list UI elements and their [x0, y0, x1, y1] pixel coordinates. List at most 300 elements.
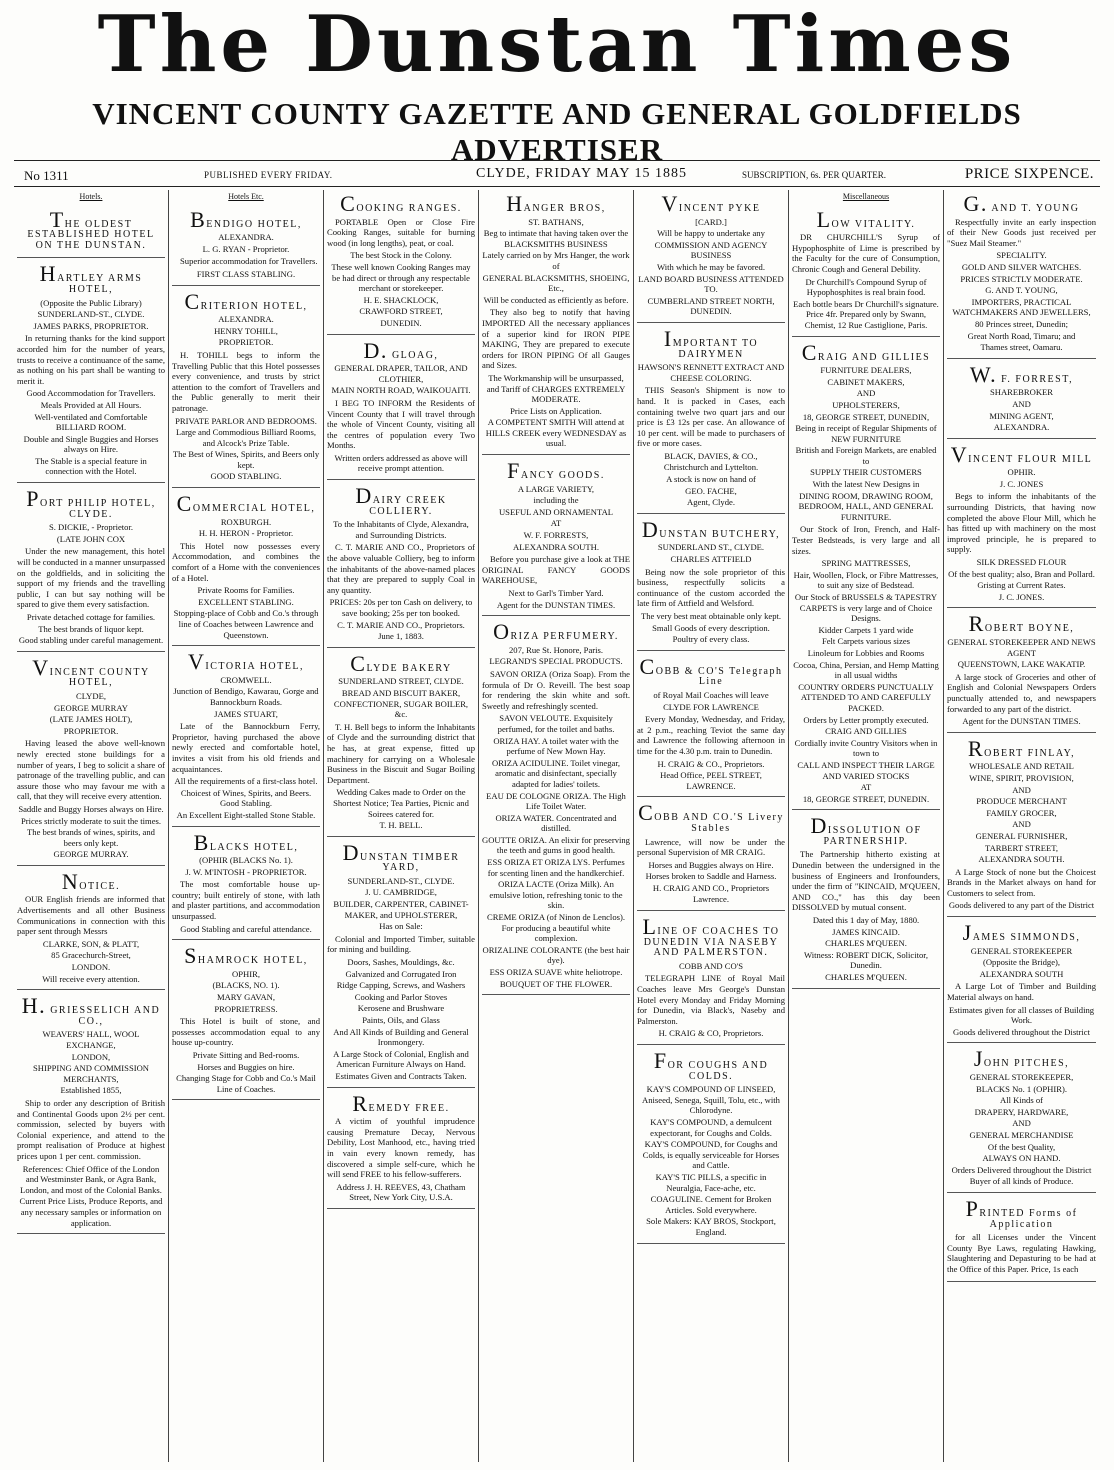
- ad-line: Private Rooms for Families.: [197, 585, 295, 596]
- ad-line: Wedding Cakes made to Order on the Shortest Notice; Tea Parties, Picnic and Soirees catered for.: [333, 787, 469, 819]
- ad-body: Lawrence, will now be under the personal Supervision of MR CRAIG.: [637, 836, 785, 858]
- ad-line: MINING AGENT,: [989, 410, 1054, 421]
- ad-line: SUPPLY THEIR CUSTOMERS: [810, 467, 922, 478]
- ad-line: CLARKE, SON, & PLATT,: [42, 938, 140, 949]
- ad-line: 207, Rue St. Honore, Paris.: [508, 644, 604, 655]
- ad-line: FURNITURE DEALERS,: [820, 365, 912, 376]
- advertisement: [17, 485, 165, 652]
- ad-line: GENERAL STOREKEEPER,: [969, 1072, 1074, 1082]
- ad-line: GENERAL FURNISHER,: [975, 830, 1068, 841]
- ad-line: The Best of Wines, Spirits, and Beers only kept.: [172, 449, 320, 470]
- ad-line: J. C. JONES.: [998, 591, 1045, 602]
- newspaper-subtitle: VINCENT COUNTY GAZETTE AND GENERAL GOLDFIELDS ADVERTISER: [92, 96, 1022, 167]
- advertisement: [327, 1090, 475, 1209]
- ad-title: PRINTED Forms of Application: [965, 1195, 1078, 1230]
- ad-line: Will be happy to undertake any: [657, 228, 765, 239]
- ad-title: H. GRIESSELICH AND CO.,: [21, 993, 161, 1027]
- ad-line: PRICES: 20s per ton Cash on delivery, to save booking; 25s per ton booked.: [329, 597, 473, 618]
- ad-line: LEGRAND'S SPECIAL PRODUCTS.: [489, 656, 623, 667]
- ad-line: ST. BATHANS,: [528, 216, 584, 227]
- ad-line: ESS ORIZA ET ORIZA LYS. Perfumes for scenting linen and the handkerchief.: [487, 857, 625, 878]
- ad-line: With the latest New Designs in: [812, 479, 920, 490]
- ad-body: Having leased the above well-known newly erected stone buildings for a number of years, I beg to solicit a share of patronage of the travelling public, and can assure those who may favour me with a call, that they will receive every attention.: [17, 738, 165, 802]
- advertisement: [482, 618, 630, 995]
- ad-line: AND: [1012, 784, 1031, 795]
- ad-title: W. F. FORREST,: [969, 361, 1074, 387]
- ad-line: To the Inhabitants of Clyde, Alexandra, and Surrounding Districts.: [333, 519, 469, 540]
- advertisement: [792, 206, 940, 337]
- ad-body: SAVON ORIZA (Oriza Soap). From the formula of Dr O. Reveill. The best soap for rendering the skin white and soft. Sweetly and refreshingly scented.: [482, 668, 630, 711]
- column-7: [944, 190, 1099, 1462]
- issue-price: PRICE SIXPENCE.: [964, 166, 1094, 182]
- column-heading: Miscellaneous: [842, 192, 890, 201]
- ad-line: Address J. H. REEVES, 43, Chatham Street, New York City, U.S.A.: [336, 1181, 466, 1203]
- ad-line: Lawrence.: [692, 894, 730, 905]
- ad-line: QUEENSTOWN, LAKE WAKATIP.: [957, 659, 1086, 670]
- ad-title: HANGER BROS,: [506, 191, 606, 216]
- ad-line: L. G. RYAN - Proprietor.: [202, 243, 290, 254]
- ad-line: 18, GEORGE STREET, DUNEDIN.: [802, 793, 930, 804]
- ad-body: TELEGRAPH LINE of Royal Mail Coaches leave Mrs George's Dunstan Hotel every Monday and Friday Morning for Dunedin, via Black's, Naseby and Palmerston.: [637, 973, 785, 1026]
- ad-line: (LATE JAMES HOLT),: [49, 714, 133, 725]
- advertisement: [947, 1045, 1096, 1193]
- ad-line: The Workmanship will be unsurpassed, and Tariff of CHARGES EXTREMELY MODERATE.: [486, 372, 626, 405]
- ad-line: A COMPETENT SMITH Will attend at HILLS CREEK every WEDNESDAY as usual.: [485, 417, 627, 449]
- ad-title: DUNSTAN BUTCHERY,: [641, 516, 781, 542]
- ad-line: KAY'S COMPOUND, for Coughs and Colds, is equally serviceable for Horses and Cattle.: [642, 1139, 780, 1171]
- ad-line: SHIPPING AND COMMISSION MERCHANTS,: [32, 1063, 150, 1084]
- advertisement: [172, 829, 320, 941]
- ad-line: Dr Churchill's Compound Syrup of Hypophosphites is real brain food.: [805, 276, 927, 298]
- ad-body: T. H. Bell begs to inform the Inhabitants of Clyde and the surrounding district that he has, at great expense, fitted up machinery for carrying on a Wholesale Business in the Biscuit and Sugar Boiling Department.: [327, 721, 475, 785]
- ad-body: Late of the Bannockburn Ferry, Proprietor, having purchased the above newly erected and comfortable hotel, invites a visit from his old friends and acquaintances.: [172, 721, 320, 774]
- ad-title: CRAIG AND GILLIES: [801, 339, 931, 365]
- ad-line: HAWSON'S RENNETT EXTRACT AND CHEESE COLORING.: [637, 362, 785, 383]
- ad-line: AND: [856, 388, 876, 399]
- ad-line: These well known Cooking Ranges may be had direct or through any respectable merchant or storekeeper.: [331, 261, 471, 294]
- advertisement: [17, 868, 165, 990]
- ad-line: GOOD STABLING.: [210, 471, 282, 482]
- ad-line: Price Lists on Application.: [510, 405, 602, 416]
- advertisement: [327, 482, 475, 648]
- top-rule: [14, 160, 1100, 161]
- ad-line: Horses and Buggies always on Hire.: [648, 859, 774, 870]
- ad-line: DUNEDIN.: [380, 317, 422, 328]
- ad-line: Head Office, PEEL STREET, LAWRENCE.: [660, 770, 762, 791]
- ad-line: PRODUCE MERCHANT: [976, 796, 1067, 807]
- ad-line: Goods delivered to any part of the District: [948, 900, 1095, 911]
- ad-body: C. T. MARIE AND CO., Proprietors of the above valuable Colliery, beg to inform the inhabitants of the above-named places that they are prepared to supply Coal in any quantity.: [327, 542, 475, 595]
- ad-line: H. CRAIG & CO, Proprietors.: [658, 1028, 764, 1039]
- ad-line: Well-ventilated and Comfortable BILLIARD ROOM.: [34, 411, 148, 433]
- ad-line: 18, GEORGE STREET, DUNEDIN,: [802, 411, 930, 422]
- advertisement: [327, 839, 475, 1088]
- ad-title: COOKING RANGES.: [340, 191, 462, 216]
- ad-line: Junction of Bendigo, Kawarau, Gorge and Bannockburn Roads.: [173, 686, 319, 707]
- ad-line: Current Price Lists, Produce Reports, and any necessary samples or information on application.: [19, 1196, 163, 1228]
- ad-line: Sole Makers: KAY BROS, Stockport, England.: [646, 1216, 776, 1237]
- ad-title: COMMERCIAL HOTEL,: [176, 491, 316, 517]
- advertisement: [947, 361, 1096, 439]
- advertisement: [637, 325, 785, 514]
- ad-line: A LARGE VARIETY,: [517, 483, 595, 494]
- ad-line: Cordially invite Country Visitors when in town to: [794, 737, 938, 759]
- ad-line: Private Sitting and Bed-rooms.: [192, 1050, 300, 1060]
- ad-line: SPECIALITY.: [996, 250, 1047, 261]
- advertisement: [482, 190, 630, 455]
- ad-line: Cocoa, China, Persian, and Hemp Matting in all usual widths: [793, 659, 939, 681]
- ad-body: Begs to inform the inhabitants of the surrounding Districts, that having now completed the above Flour Mill, which he has fitted up with machinery on the most improved principle, he is prepared to supply.: [947, 491, 1096, 555]
- ad-line: Christchurch and Lyttelton.: [663, 462, 759, 473]
- ad-line: USEFUL AND ORNAMENTAL: [498, 506, 614, 517]
- advertisement: [17, 654, 165, 866]
- ad-line: CALL AND INSPECT THEIR LARGE AND VARIED STOCKS: [797, 759, 935, 781]
- ad-line: MARY GAVAN,: [216, 992, 276, 1003]
- ad-line: CHARLES ATTFIELD: [670, 554, 752, 565]
- ad-line: Agent, Clyde.: [687, 497, 735, 508]
- ad-line: Kidder Carpets 1 yard wide: [818, 624, 914, 635]
- advertisement: [17, 260, 165, 483]
- column-4: [479, 190, 634, 1462]
- ad-line: AND: [1012, 819, 1031, 830]
- ad-line: TARBERT STREET,: [985, 842, 1058, 853]
- ad-line: J. C. JONES: [999, 478, 1044, 489]
- ad-title: G. AND T. YOUNG: [963, 191, 1080, 216]
- advertisement: [637, 799, 785, 911]
- ad-line: Horses broken to Saddle and Harness.: [645, 871, 777, 882]
- ad-line: Agent for the DUNSTAN TIMES.: [962, 716, 1081, 727]
- ad-line: Cooking and Parlor Stoves: [354, 991, 448, 1002]
- ad-line: Written orders addressed as above will receive prompt attention.: [334, 452, 468, 474]
- ad-line: CHARLES M'QUEEN.: [825, 938, 907, 949]
- ad-line: EAU DE COLOGNE ORIZA. The High Life Toilet Water.: [486, 790, 626, 812]
- ad-line: Meals Provided at All Hours.: [40, 399, 142, 410]
- ad-line: Choicest of Wines, Spirits, and Beers. Good Stabling.: [180, 787, 312, 809]
- ad-line: Prices strictly moderate to suit the times.: [20, 815, 162, 826]
- ad-line: JAMES STUART,: [214, 708, 278, 719]
- ad-line: DINING ROOM, DRAWING ROOM, BEDROOM, HALL, AND GENERAL FURNITURE.: [798, 490, 934, 522]
- ad-line: CREME ORIZA (of Ninon de Lenclos). For producing a beautiful white complexion.: [487, 912, 625, 944]
- ad-line: References: Chief Office of the London and Westminster Bank, or Agra Bank, London, and most of the Colonial Banks.: [20, 1163, 162, 1195]
- ad-line: SHAREBROKER: [989, 387, 1054, 398]
- ad-line: CABINET MAKERS,: [827, 376, 905, 387]
- ad-line: Dated this 1 day of May, 1880.: [812, 915, 920, 926]
- ad-line: Will be conducted as efficiently as before.: [483, 294, 629, 305]
- ad-line: BOUQUET OF THE FLOWER.: [499, 978, 613, 989]
- ad-line: CUMBERLAND STREET NORTH, DUNEDIN.: [647, 295, 775, 317]
- ad-line: MAIN NORTH ROAD, WAIKOUAITI.: [331, 385, 471, 396]
- advertisement: [637, 913, 785, 1045]
- advertisement: [637, 190, 785, 323]
- ad-line: CLYDE FOR LAWRENCE: [663, 701, 759, 712]
- ad-line: Felt Carpets various sizes: [821, 636, 911, 647]
- ad-line: J. W. M'INTOSH - PROPRIETOR.: [185, 866, 307, 877]
- ad-line: ORIZA WATER. Concentrated and distilled.: [495, 812, 617, 834]
- ad-line: KAY'S COMPOUND, a demulcent expectorant, for Coughs and Colds.: [650, 1116, 772, 1138]
- ad-line: PROPRIETRESS.: [214, 1003, 278, 1014]
- ad-title: REMEDY FREE.: [352, 1090, 450, 1116]
- ad-line: Private detached cottage for families.: [26, 612, 156, 622]
- ad-title: ROBERT FINLAY,: [967, 735, 1076, 761]
- ad-body: This Hotel is built of stone, and possesses accommodation equal to any house up-country.: [172, 1016, 320, 1048]
- ad-line: Beg to intimate that having taken over the BLACKSMITHS BUSINESS: [483, 228, 629, 249]
- ad-line: GEORGE MURRAY: [54, 702, 128, 713]
- ad-body: OUR English friends are informed that Advertisements and all other Business Communications in connection with this paper sent through Messrs: [17, 894, 165, 937]
- ad-line: British and Foreign Markets, are enabled to: [795, 445, 937, 466]
- ad-line: ALWAYS ON HAND.: [982, 1153, 1061, 1164]
- ad-line: Each bottle bears Dr Churchill's signature. Price 4fr. Prepared only by Swann, Chemist, 12 Rue Castiglione, Paris.: [793, 298, 939, 330]
- ad-line: LAND BOARD BUSINESS ATTENDED TO.: [638, 273, 784, 295]
- advertisement: [792, 812, 940, 988]
- ad-title: DAIRY CREEK COLLIERY.: [355, 483, 447, 517]
- ad-body: Being now the sole proprietor of this business, respectfully solicits a continuance of the custom accorded the late firm of Attfield and Welsford.: [637, 566, 785, 609]
- ad-title: ORIZA PERFUMERY.: [493, 619, 619, 645]
- advertisement: [327, 650, 475, 837]
- ad-title: VINCENT COUNTY HOTEL,: [32, 654, 150, 689]
- ad-line: SUNDERLAND-ST., CLYDE.: [37, 309, 145, 320]
- ad-line: C. T. MARIE AND CO., Proprietors.: [337, 619, 465, 630]
- ad-line: JAMES KINCAID.: [832, 926, 900, 937]
- ad-line: Kerosene and Brushware: [357, 1003, 445, 1014]
- ad-title: VINCENT PYKE: [661, 191, 761, 216]
- ad-title: DISSOLUTION OF PARTNERSHIP.: [810, 813, 922, 847]
- ad-line: AND: [1012, 398, 1031, 409]
- ad-line: A stock is now on hand of: [666, 474, 756, 485]
- ad-line: SPRING MATTRESSES,: [821, 558, 911, 569]
- ad-body: Before you purchase give a look at THE ORIGINAL FANCY GOODS WAREHOUSE,: [482, 554, 630, 586]
- ad-line: SUNDERLAND-ST., CLYDE.: [347, 875, 455, 886]
- ad-body: In returning thanks for the kind support accorded him for the number of years, trusts to receive a continuance of the same, as nothing on his part shall be wanting to merit it.: [17, 333, 165, 386]
- ad-line: ORIZA HAY. A toilet water with the perfume of New Mown Hay.: [493, 735, 619, 757]
- ad-line: Estimates given for all classes of Building Work.: [948, 1004, 1095, 1026]
- ad-title: THE OLDEST ESTABLISHED HOTEL ON THE DUNSTAN.: [27, 206, 155, 251]
- ad-line: 85 Gracechurch-Street,: [51, 950, 131, 961]
- ad-line: Our Stock of BRUSSELS & TAPESTRY CARPETS is very large and of Choice Designs.: [794, 592, 938, 624]
- ad-line: Thames street, Oamaru.: [980, 342, 1063, 353]
- ad-body: Superior accommodation for Travellers.: [180, 256, 318, 267]
- ad-line: ORIZA LACTE (Oriza Milk). An emulsive lotion, refreshing tonic to the skin.: [489, 879, 623, 911]
- ad-line: June 1, 1883.: [378, 631, 424, 642]
- ad-line: Gristing at Current Rates.: [977, 580, 1066, 591]
- ad-line: (OPHIR (BLACKS No. 1).: [199, 855, 293, 866]
- ad-line: 80 Princes street, Dunedin;: [974, 318, 1069, 329]
- ad-body: A victim of youthful imprudence causing Premature Decay, Nervous Debility, Lost Manhood, etc., having tried in vain every known remedy, has discovered a simple self-cure, which he will send FREE to his fellow-sufferers.: [327, 1116, 475, 1180]
- ad-line: COAGULINE. Cement for Broken Articles. Sold everywhere.: [650, 1194, 772, 1215]
- ad-title: NOTICE.: [61, 868, 121, 894]
- ad-line: CHARLES M'QUEEN.: [825, 972, 907, 982]
- ad-title: SHAMROCK HOTEL,: [184, 943, 308, 969]
- ad-line: AT: [550, 518, 562, 529]
- ad-body: H. TOHILL begs to inform the Travelling Public that this Hotel possesses every convenience, and trusts by strict attention to the comfort of Travellers and the Public generally to merit their patronage.: [172, 349, 320, 413]
- ad-line: PRICES STRICTLY MODERATE.: [960, 273, 1083, 284]
- ad-line: Saddle and Buggy Horses always on Hire.: [18, 803, 164, 814]
- ad-line: COUNTRY ORDERS PUNCTUALLY ATTENDED TO AND CAREFULLY PACKED.: [798, 681, 934, 713]
- ad-line: GENERAL STOREKEEPER AND NEWS AGENT: [947, 637, 1096, 658]
- ad-line: ALEXANDRA SOUTH.: [513, 541, 599, 552]
- ad-line: BUILDER, CARPENTER, CABINET-MAKER, and UPHOLSTERER,: [333, 899, 469, 920]
- ad-body: PORTABLE Open or Close Fire Cooking Ranges, suitable for burning wood (in long lengths), peat, or coal.: [327, 216, 475, 248]
- advertisement: [172, 490, 320, 646]
- ad-line: BLACK, DAVIES, & CO.,: [664, 450, 758, 461]
- ad-line: H. E. SHACKLOCK,: [363, 294, 439, 305]
- column-2: [169, 190, 324, 1462]
- ad-line: LONDON.: [71, 962, 111, 973]
- ad-title: CLYDE BAKERY: [350, 650, 452, 676]
- ad-line: SUNDERLAND ST., CLYDE.: [657, 542, 765, 553]
- ad-line: Ridge Capping, Screws, and Washers: [336, 980, 466, 991]
- advertisement: [792, 339, 940, 811]
- ad-line: All Kinds of: [1000, 1095, 1043, 1106]
- ad-line: The best Stock in the Colony.: [350, 250, 452, 261]
- ad-line: (Opposite the Bridge),: [982, 957, 1061, 968]
- ad-line: UPHOLSTERERS,: [832, 399, 900, 410]
- ad-line: AT: [860, 782, 872, 793]
- ad-line: COBB AND CO'S: [678, 960, 744, 971]
- ad-line: GENERAL STOREKEEPER: [970, 945, 1073, 956]
- ad-line: Has on Sale:: [379, 921, 423, 932]
- ad-line: ALEXANDRA.: [993, 422, 1050, 433]
- ad-title: COBB & CO'S Telegraph Line: [639, 653, 783, 688]
- ad-line: (LATE JOHN COX: [56, 533, 126, 544]
- ad-line: A Large Stock of Colonial, English and American Furniture Always on Hand.: [333, 1048, 469, 1070]
- ad-title: COBB AND CO.'S Livery Stables: [638, 800, 784, 834]
- ad-line: FAMILY GROCER,: [986, 807, 1057, 818]
- ad-line: JAMES PARKS, PROPRIETOR.: [33, 320, 149, 331]
- ad-line: PROPRIETOR.: [63, 725, 119, 736]
- ad-line: HENRY TOHILL,: [214, 325, 278, 336]
- ad-line: All the requirements of a first-class hotel.: [174, 776, 318, 787]
- ad-line: CRAIG AND GILLIES: [825, 726, 907, 737]
- ad-title: DUNSTAN TIMBER YARD,: [342, 839, 460, 874]
- ad-line: EXCELLENT STABLING.: [198, 596, 294, 607]
- ad-line: Good Stabling and careful attendance.: [180, 923, 312, 934]
- ad-title: IMPORTANT TO DAIRYMEN: [663, 325, 759, 360]
- ad-line: Orders by Letter promptly executed.: [803, 714, 929, 725]
- column-heading: Hotels Etc.: [228, 192, 264, 201]
- ad-title: HARTLEY ARMS HOTEL,: [39, 261, 143, 295]
- ad-line: Witness: ROBERT DICK, Solicitor, Dunedin.: [804, 949, 928, 971]
- ad-line: Estimates Given and Contracts Taken.: [335, 1070, 467, 1081]
- subscription-rate: SUBSCRIPTION, 6s. PER QUARTER.: [742, 170, 886, 180]
- ad-line: W. F. FORRESTS,: [523, 530, 589, 541]
- ad-line: IMPORTERS, PRACTICAL WATCHMAKERS AND JEWELLERS,: [952, 296, 1091, 318]
- info-rule: [14, 186, 1100, 187]
- column-1: [14, 190, 169, 1462]
- ad-body: Colonial and Imported Timber, suitable for mining and building.: [327, 933, 475, 955]
- ad-line: The best brands of wines, spirits, and beers only kept.: [27, 827, 155, 848]
- ad-line: Established 1855,: [60, 1085, 122, 1096]
- issue-info-bar: [14, 166, 1100, 184]
- advertisement: [637, 516, 785, 651]
- advertisement: [172, 648, 320, 826]
- ad-line: Goods delivered throughout the District: [953, 1026, 1090, 1037]
- ad-line: GOUTTE ORIZA. An elixir for preserving the teeth and gums in good health.: [482, 834, 630, 856]
- advertisement: [947, 1195, 1096, 1282]
- ad-line: Lately carried on by Mrs Hanger, the work of: [482, 250, 630, 271]
- advertisement: [327, 190, 475, 335]
- ad-line: H. H. HERON - Proprietor.: [198, 528, 294, 539]
- ad-line: GENERAL DRAPER, TAILOR, AND CLOTHIER,: [334, 363, 468, 384]
- ad-line: (BLACKS, NO. 1).: [212, 980, 280, 991]
- column-heading: Hotels.: [79, 192, 103, 201]
- ad-line: ESS ORIZA SUAVE white heliotrope.: [489, 967, 623, 977]
- newspaper-title: The Dunstan Times: [97, 0, 1017, 90]
- columns: [14, 190, 1100, 1462]
- ad-title: BENDIGO HOTEL,: [190, 206, 302, 232]
- ad-title: LOW VITALITY.: [816, 206, 916, 232]
- advertisement: [17, 206, 165, 259]
- advertisement: [327, 337, 475, 481]
- ad-line: Being in receipt of Regular Shipments of NEW FURNITURE: [795, 423, 937, 444]
- ad-line: CRAWFORD STREET,: [359, 306, 443, 317]
- column-6: [789, 190, 944, 1462]
- ad-body: Respectfully invite an early inspection of their New Goods just received per "Suez Mail Steamer.": [947, 216, 1096, 248]
- advertisement: [947, 190, 1096, 359]
- ad-line: GENERAL BLACKSMITHS, SHOEING, Etc.,: [482, 272, 630, 294]
- advertisement: [482, 457, 630, 616]
- ad-line: GEO. FACHE,: [685, 485, 737, 496]
- masthead: [0, 0, 1114, 167]
- ad-line: H. CRAIG & CO., Proprietors.: [657, 758, 765, 769]
- ad-title: D. GLOAG,: [363, 337, 439, 363]
- ad-line: PROPRIETOR.: [218, 337, 274, 348]
- publication-frequency: PUBLISHED EVERY FRIDAY.: [204, 170, 333, 180]
- advertisement: [17, 992, 165, 1234]
- ad-line: SUNDERLAND STREET, CLYDE.: [338, 676, 464, 687]
- ad-body: A large stock of Groceries and other of English and Colonial Newspapers Orders punctually attended to, and newspapers forwarded to any part of the district.: [947, 671, 1096, 714]
- ad-line: S. DICKIE, - Proprietor.: [48, 522, 134, 533]
- ad-line: Linoleum for Lobbies and Rooms: [807, 647, 925, 658]
- ad-line: G. AND T. YOUNG,: [985, 285, 1058, 296]
- advertisement: [172, 288, 320, 489]
- column-3: [324, 190, 479, 1462]
- ad-body: Under the new management, this hotel will be conducted in a manner unsurpassed on the goldfields, and in soliciting the support of my friends and the travelling public, I can but say nothing will be spared to give them every satisfaction.: [17, 546, 165, 610]
- ad-line: Small Goods of every description.: [652, 622, 770, 633]
- ad-line: The Stable is a special feature in connection with the Hotel.: [35, 455, 147, 477]
- ad-body: They also beg to notify that having IMPORTED All the necessary appliances of a superior kind for IRON PIPE MAKING, They are prepared to execute orders for IRON PIPING Of all Gauges and Sizes.: [482, 307, 630, 371]
- ad-body: for all Licenses under the Vincent County Bye Laws, regulating Hawking, Slaughtering and Depasturing to be had at the Office of this Paper. Price, 1s each: [947, 1232, 1096, 1274]
- ad-line: ALEXANDRA SOUTH: [979, 968, 1064, 979]
- ad-line: Galvanized and Corrugated Iron: [345, 968, 457, 979]
- ad-line: Paints, Oils, and Glass: [362, 1015, 440, 1025]
- dateline: CLYDE, FRIDAY MAY 15 1885: [476, 166, 687, 181]
- ad-line: Of the best Quality,: [987, 1141, 1056, 1152]
- column-5: [634, 190, 789, 1462]
- ad-body: A Large Stock of none but the Choicest Brands in the Market always on hand for Customers to select from.: [947, 866, 1096, 898]
- advertisement: [947, 919, 1096, 1043]
- ad-line: Good stabling under careful management.: [18, 635, 164, 646]
- ad-line: FIRST CLASS STABLING.: [196, 268, 296, 279]
- ad-line: Buyer of all kinds of Produce.: [969, 1176, 1074, 1187]
- ad-line: Orders Delivered throughout the District: [951, 1164, 1092, 1175]
- ad-line: J. U. CAMBRIDGE,: [365, 887, 437, 898]
- ad-line: OPHIR.: [1007, 467, 1036, 478]
- ad-line: Large and Commodious Billiard Rooms, and Alcock's Prize Table.: [176, 427, 316, 448]
- ad-title: BLACKS HOTEL,: [193, 829, 299, 855]
- ad-title: FOR COUGHS AND COLDS.: [653, 1048, 769, 1082]
- ad-line: ALEXANDRA.: [218, 314, 274, 325]
- ad-body: I BEG TO INFORM the Residents of Vincent County that I will travel through the whole of Vincent County, visiting all the centres of population every Two Months.: [327, 397, 475, 451]
- ad-line: Next to Garl's Timber Yard.: [508, 588, 604, 598]
- advertisement: [947, 610, 1096, 732]
- advertisement: [637, 1047, 785, 1244]
- ad-line: CROMWELL.: [220, 674, 272, 685]
- ad-line: DRAPERY, HARDWARE,: [974, 1106, 1069, 1117]
- ad-title: ROBERT BOYNE,: [968, 611, 1075, 637]
- ad-title: CRITERION HOTEL,: [184, 288, 308, 314]
- ad-title: JOHN PITCHES,: [973, 1046, 1070, 1072]
- ad-line: GOLD AND SILVER WATCHES.: [961, 261, 1082, 272]
